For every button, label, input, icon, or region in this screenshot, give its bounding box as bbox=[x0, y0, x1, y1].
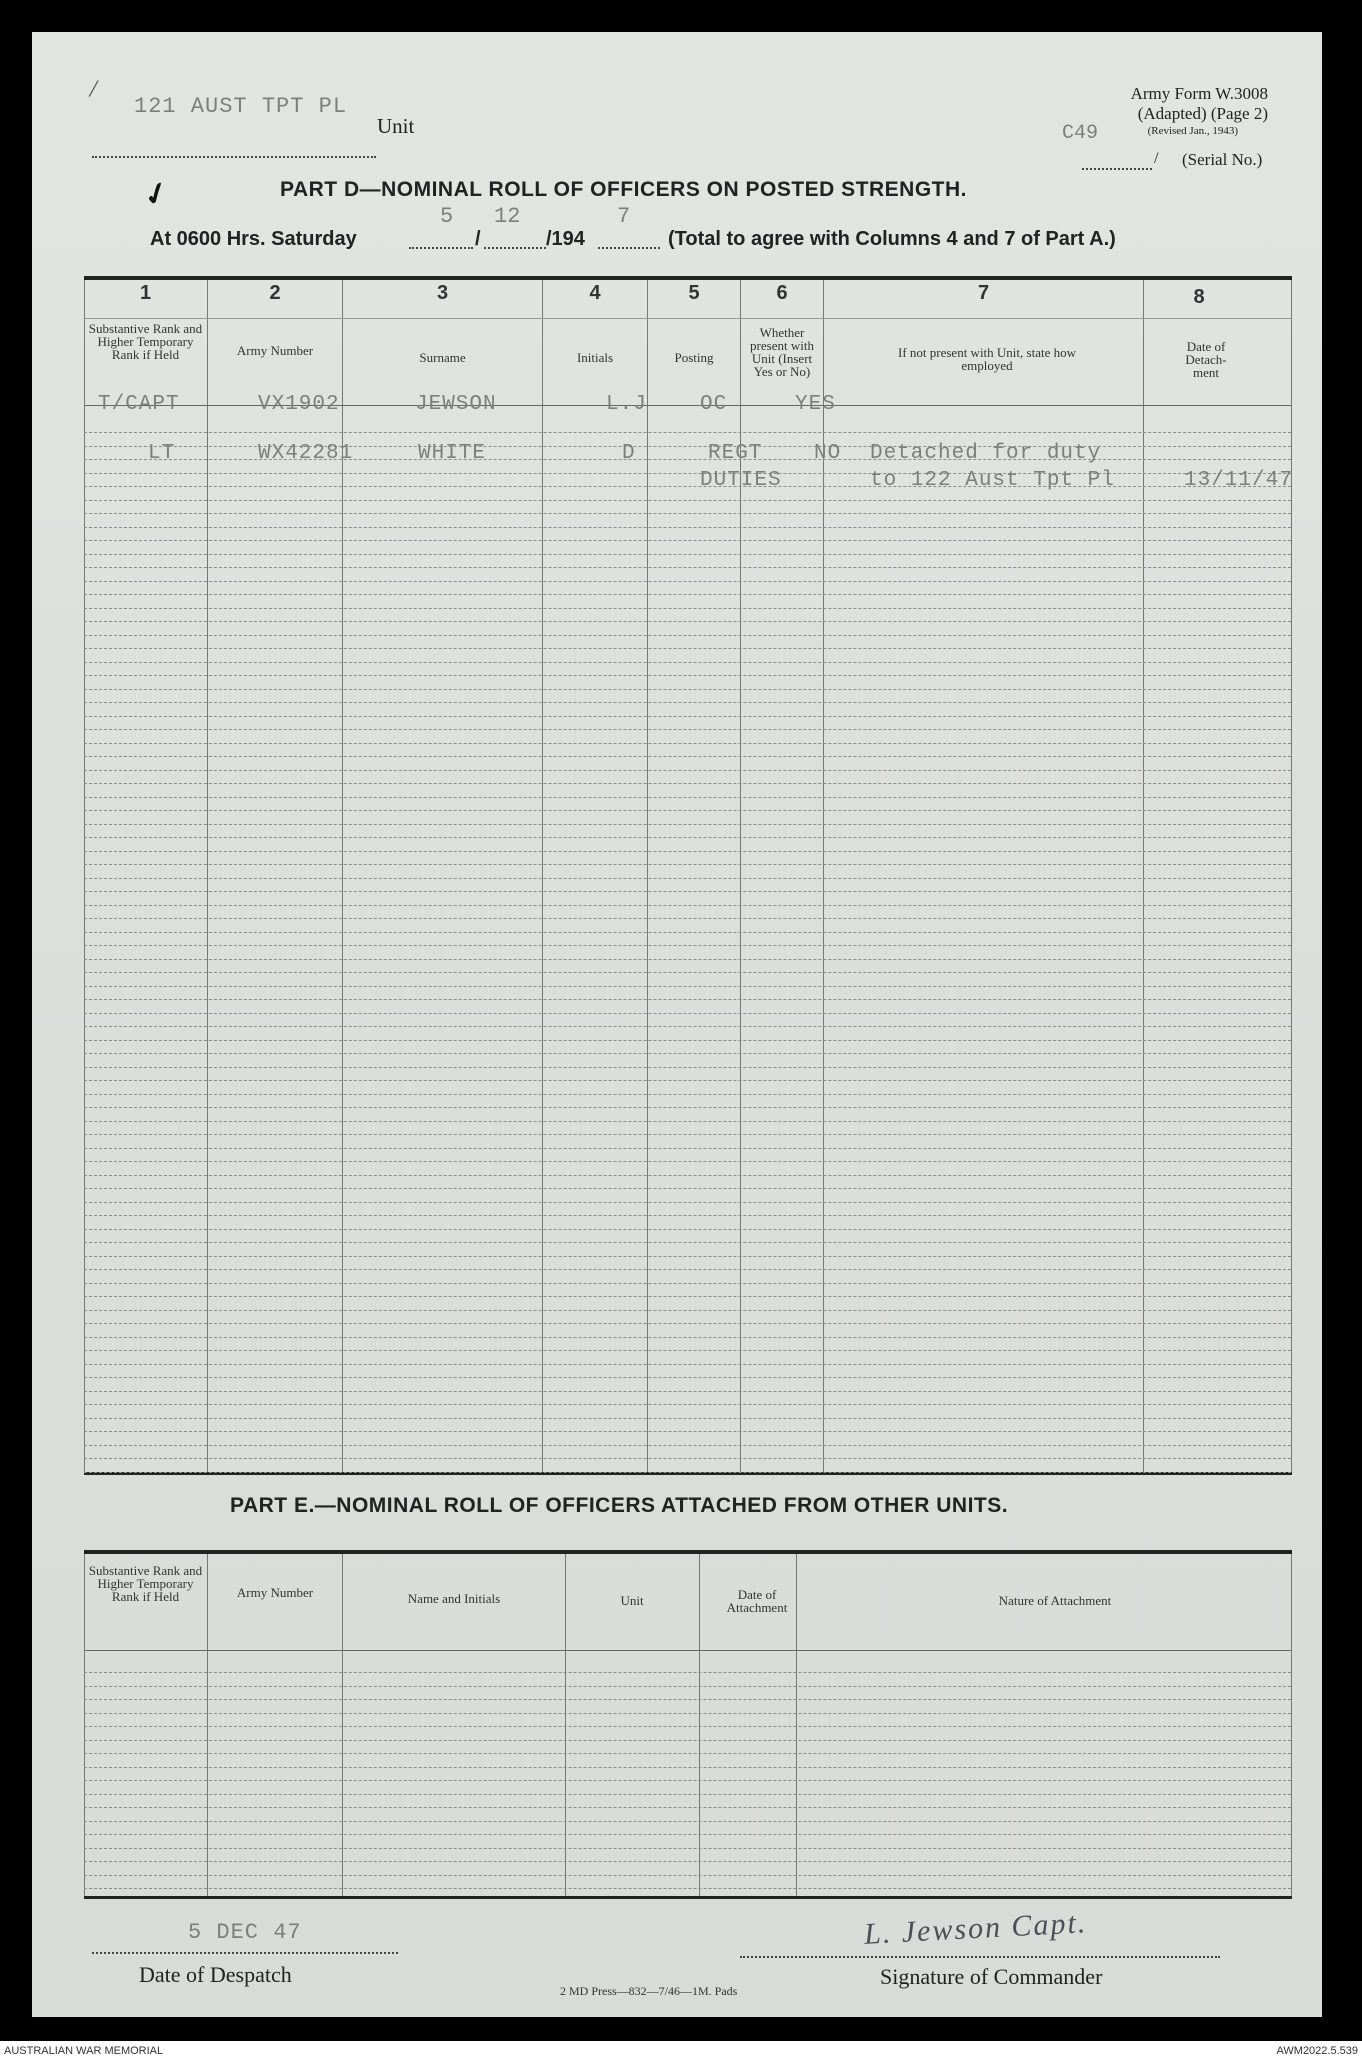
part-e-row-rule bbox=[84, 1888, 1291, 1889]
part-d-row-rule bbox=[84, 1013, 1291, 1014]
part-e-header-rank: Substantive Rank and Higher Temporary Rank if Held bbox=[88, 1563, 203, 1604]
part-d-row-rule bbox=[84, 621, 1291, 622]
col-number-6: 6 bbox=[776, 282, 788, 304]
col-number-7: 7 bbox=[977, 282, 990, 304]
col-number-3: 3 bbox=[436, 282, 449, 304]
part-d-title: PART D—NOMINAL ROLL OF OFFICERS ON POSTED STRENGTH. bbox=[280, 178, 968, 201]
part-d-row-rule bbox=[84, 1418, 1291, 1419]
part-d-top-rule bbox=[84, 276, 1292, 280]
part-d-row-rule bbox=[84, 1215, 1291, 1216]
col-header-surname: Surname bbox=[419, 350, 466, 365]
part-e-header-nature: Nature of Attachment bbox=[998, 1593, 1112, 1608]
part-e-title: PART E.—NOMINAL ROLL OF OFFICERS ATTACHED FROM OTHER UNITS. bbox=[230, 1494, 1009, 1517]
part-e-row-rule bbox=[84, 1794, 1291, 1795]
part-e-column-rule bbox=[207, 1554, 208, 1896]
part-d-row-rule bbox=[84, 1337, 1291, 1338]
part-d-row-rule bbox=[84, 1161, 1291, 1162]
part-d-row-rule bbox=[84, 1391, 1291, 1392]
part-d-row-rule bbox=[84, 918, 1291, 919]
part-d-row-rule bbox=[84, 864, 1291, 865]
pencil-mark: / bbox=[87, 73, 100, 104]
part-d-row-rule bbox=[84, 1256, 1291, 1257]
row2-initials: D bbox=[622, 442, 636, 465]
part-e-row-rule bbox=[84, 1821, 1291, 1822]
part-d-row-rule bbox=[84, 1310, 1291, 1311]
part-d-row-rule bbox=[84, 1202, 1291, 1203]
part-e-row-rule bbox=[84, 1699, 1291, 1700]
part-d-row-rule bbox=[84, 1134, 1291, 1135]
signature-field-line bbox=[740, 1954, 1220, 1958]
col-header-posting: Posting bbox=[674, 350, 714, 365]
col-header-army-number: Army Number bbox=[236, 343, 314, 358]
part-d-row-rule bbox=[84, 1067, 1291, 1068]
row3-employed: to 122 Aust Tpt Pl bbox=[870, 469, 1115, 492]
part-e-column-rule bbox=[699, 1554, 700, 1896]
part-d-row-rule bbox=[84, 1121, 1291, 1122]
col-header-initials: Initials bbox=[576, 350, 614, 365]
part-d-row-rule bbox=[84, 1229, 1291, 1230]
part-d-row-rule bbox=[84, 1175, 1291, 1176]
row2-surname: WHITE bbox=[418, 442, 487, 465]
part-e-row-rule bbox=[84, 1780, 1291, 1781]
form-revised: (Revised Jan., 1943) bbox=[1147, 125, 1238, 137]
part-d-row-rule bbox=[84, 1296, 1291, 1297]
part-d-row-rule bbox=[84, 905, 1291, 906]
part-d-row-rule bbox=[84, 1323, 1291, 1324]
part-d-row-rule bbox=[84, 1242, 1291, 1243]
part-d-row-rule bbox=[84, 1026, 1291, 1027]
part-d-row-rule bbox=[84, 567, 1291, 568]
part-d-row-rule bbox=[84, 797, 1291, 798]
despatch-field-line bbox=[92, 1950, 398, 1954]
part-e-row-rule bbox=[84, 1740, 1291, 1741]
row1-posting: OC bbox=[700, 393, 728, 416]
part-d-row-rule bbox=[84, 594, 1291, 595]
archive-footer bbox=[0, 2041, 1362, 2061]
part-d-row-rule bbox=[84, 554, 1291, 555]
part-d-row-rule bbox=[84, 648, 1291, 649]
part-e-column-rule bbox=[342, 1554, 343, 1896]
form-page bbox=[32, 32, 1322, 2017]
form-adapted: (Adapted) (Page 2) bbox=[1137, 104, 1268, 123]
part-d-row-rule bbox=[84, 513, 1291, 514]
part-d-row-rule bbox=[84, 999, 1291, 1000]
serial-field-line bbox=[1082, 164, 1152, 170]
signature-value: L. Jewson Capt. bbox=[863, 1906, 1089, 1951]
part-e-row-rule bbox=[84, 1834, 1291, 1835]
part-e-column-rule bbox=[84, 1554, 85, 1896]
part-d-row-rule bbox=[84, 581, 1291, 582]
col-number-8: 8 bbox=[1193, 286, 1205, 308]
part-d-row-rule bbox=[84, 1472, 1291, 1473]
part-d-row-rule bbox=[84, 1364, 1291, 1365]
part-e-row-rule bbox=[84, 1753, 1291, 1754]
part-d-row-rule bbox=[84, 851, 1291, 852]
part-d-row-rule bbox=[84, 1445, 1291, 1446]
part-d-row-rule bbox=[84, 1350, 1291, 1351]
part-d-row-rule bbox=[84, 500, 1291, 501]
col-header-present: Whether present with Unit (Insert Yes or No) bbox=[750, 325, 814, 379]
part-e-header-date: Date of Attachment bbox=[726, 1587, 788, 1615]
part-d-row-rule bbox=[84, 945, 1291, 946]
part-e-row-rule bbox=[84, 1767, 1291, 1768]
part-e-header-name: Name and Initials bbox=[407, 1591, 501, 1606]
part-d-row-rule bbox=[84, 1080, 1291, 1081]
part-e-top-rule bbox=[84, 1550, 1292, 1554]
at-label: At 0600 Hrs. Saturday bbox=[150, 228, 357, 250]
month-value: 12 bbox=[494, 204, 521, 229]
part-e-row-rule bbox=[84, 1875, 1291, 1876]
part-d-row-rule bbox=[84, 1148, 1291, 1149]
part-d-row-rule bbox=[84, 716, 1291, 717]
part-e-row-rule bbox=[84, 1686, 1291, 1687]
part-d-row-rule bbox=[84, 959, 1291, 960]
part-e-row-rule bbox=[84, 1848, 1291, 1849]
part-d-row-rule bbox=[84, 932, 1291, 933]
part-d-row-rule bbox=[84, 891, 1291, 892]
total-note: (Total to agree with Columns 4 and 7 of Part A.) bbox=[668, 228, 1116, 250]
part-d-row-rule bbox=[84, 608, 1291, 609]
part-e-row-rule bbox=[84, 1672, 1291, 1673]
col-header-date-detachment: Date of Detach-ment bbox=[1185, 339, 1227, 380]
part-d-row-rule bbox=[84, 1269, 1291, 1270]
part-d-row-rule bbox=[84, 878, 1291, 879]
part-d-row-rule bbox=[84, 540, 1291, 541]
col-number-2: 2 bbox=[269, 282, 281, 304]
part-d-row-rule bbox=[84, 1094, 1291, 1095]
row2-posting: REGT bbox=[708, 442, 763, 465]
part-d-row-rule bbox=[84, 432, 1291, 433]
part-e-row-rule bbox=[84, 1861, 1291, 1862]
part-d-row-rule bbox=[84, 1458, 1291, 1459]
part-d-row-rule bbox=[84, 1404, 1291, 1405]
col-header-rank: Substantive Rank and Higher Temporary Rank if Held bbox=[88, 321, 203, 362]
part-d-row-rule bbox=[84, 972, 1291, 973]
col-number-5: 5 bbox=[688, 282, 700, 304]
col-number-4: 4 bbox=[589, 282, 601, 304]
part-d-row-rule bbox=[84, 675, 1291, 676]
unit-label: Unit bbox=[377, 114, 415, 138]
row2-number: WX42281 bbox=[258, 442, 354, 465]
part-e-row-rule bbox=[84, 1726, 1291, 1727]
row2-date: 13/11/47 bbox=[1184, 469, 1293, 492]
part-d-row-rule bbox=[84, 810, 1291, 811]
row2-rank: LT bbox=[148, 442, 176, 465]
row1-number: VX1902 bbox=[258, 393, 340, 416]
part-d-row-rule bbox=[84, 770, 1291, 771]
part-d-row-rule bbox=[84, 1188, 1291, 1189]
part-d-row-rule bbox=[84, 1377, 1291, 1378]
form-name: Army Form W.3008 bbox=[1130, 84, 1268, 103]
part-d-row-rule bbox=[84, 527, 1291, 528]
day-field-line bbox=[409, 244, 473, 249]
row1-present: YES bbox=[795, 393, 836, 416]
part-d-row-rule bbox=[84, 824, 1291, 825]
row1-surname: JEWSON bbox=[415, 393, 497, 416]
part-d-row-rule bbox=[84, 783, 1291, 784]
part-d-row-rule bbox=[84, 986, 1291, 987]
row3-posting: DUTIES bbox=[700, 469, 782, 492]
serial-slash: / bbox=[1154, 150, 1159, 167]
part-d-row-rule bbox=[84, 662, 1291, 663]
unit-value: 121 AUST TPT PL bbox=[134, 94, 348, 119]
year-field-line bbox=[598, 244, 660, 249]
serial-label: (Serial No.) bbox=[1182, 150, 1263, 169]
press-line: 2 MD Press—832—7/46—1M. Pads bbox=[560, 1984, 738, 1998]
part-e-column-rule bbox=[796, 1554, 797, 1896]
part-d-row-rule bbox=[84, 1053, 1291, 1054]
tick-mark: ✓ bbox=[139, 174, 175, 215]
row1-initials: L.J bbox=[606, 393, 647, 416]
part-d-row-rule bbox=[84, 743, 1291, 744]
part-d-row-rule bbox=[84, 1107, 1291, 1108]
col-number-1: 1 bbox=[139, 282, 152, 304]
year-digit: 7 bbox=[617, 204, 631, 229]
part-e-row-rule bbox=[84, 1713, 1291, 1714]
part-e-header-rule bbox=[84, 1650, 1292, 1651]
serial-value: C49 bbox=[1062, 122, 1099, 145]
part-d-row-rule bbox=[84, 729, 1291, 730]
part-d-row-rule bbox=[84, 1040, 1291, 1041]
part-d-row-rule bbox=[84, 635, 1291, 636]
part-d-column-rule bbox=[1291, 280, 1292, 1472]
archive-left: AUSTRALIAN WAR MEMORIAL bbox=[4, 2045, 164, 2057]
part-d-row-rule bbox=[84, 756, 1291, 757]
row1-rank: T/CAPT bbox=[98, 393, 180, 416]
day-value: 5 bbox=[440, 204, 454, 229]
row2-employed: Detached for duty bbox=[870, 442, 1102, 465]
part-e-bottom-rule bbox=[84, 1896, 1292, 1899]
archive-right: AWM2022.5.539 bbox=[1276, 2045, 1358, 2057]
month-field-line bbox=[484, 244, 546, 249]
unit-field-line bbox=[92, 126, 376, 158]
date-slash: / bbox=[475, 228, 481, 250]
part-e-header-army-number: Army Number bbox=[236, 1585, 314, 1600]
part-d-row-rule bbox=[84, 837, 1291, 838]
col-header-employed: If not present with Unit, state how employed bbox=[898, 345, 1076, 373]
signature-label: Signature of Commander bbox=[880, 1964, 1103, 1989]
despatch-label: Date of Despatch bbox=[139, 1962, 292, 1987]
part-d-row-rule bbox=[84, 1431, 1291, 1432]
row2-present: NO bbox=[814, 442, 842, 465]
part-d-row-rule bbox=[84, 1283, 1291, 1284]
part-e-header-unit: Unit bbox=[620, 1593, 644, 1608]
part-d-subheader-rule bbox=[84, 318, 1292, 319]
part-e-row-rule bbox=[84, 1807, 1291, 1808]
part-d-row-rule bbox=[84, 702, 1291, 703]
year-prefix: /194 bbox=[546, 228, 585, 250]
despatch-value: 5 DEC 47 bbox=[188, 1920, 302, 1945]
part-d-row-rule bbox=[84, 689, 1291, 690]
